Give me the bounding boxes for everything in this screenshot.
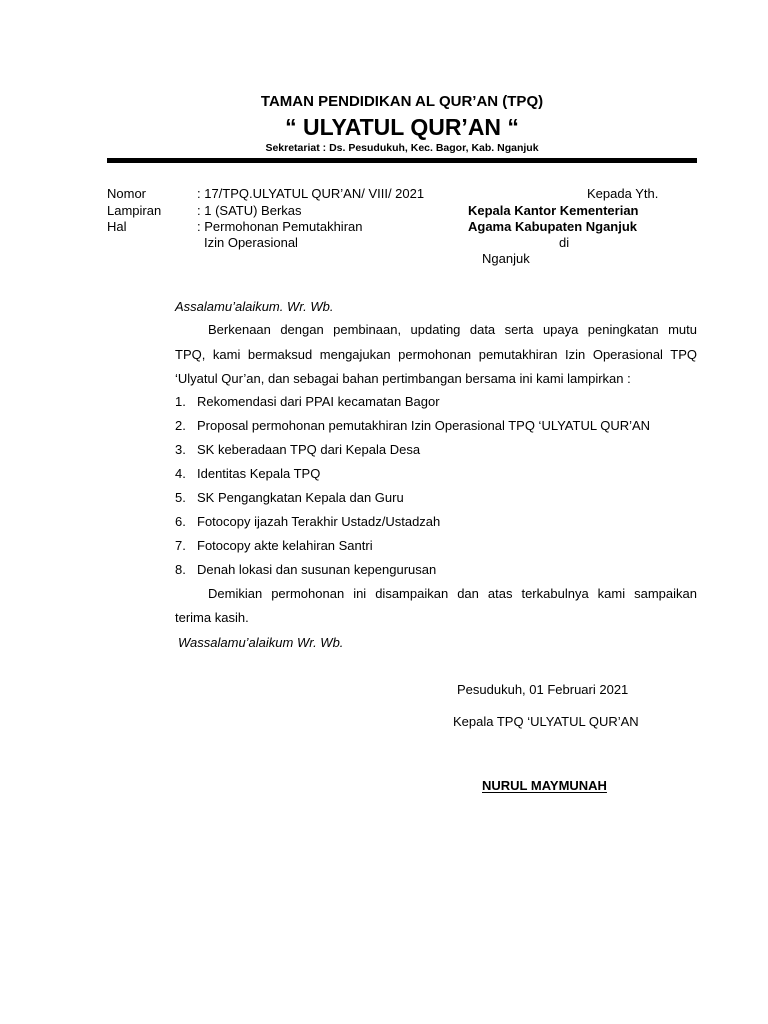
signer-name: NURUL MAYMUNAH <box>482 778 607 793</box>
closing-salutation: Wassalamu’alaikum Wr. Wb. <box>178 635 344 650</box>
list-item: Proposal permohonan pemutakhiran Izin Operasional TPQ ‘ULYATUL QUR’AN <box>197 418 651 433</box>
header-divider <box>107 158 697 163</box>
number-label: Nomor <box>107 186 147 201</box>
recipient-line1: Kepala Kantor Kementerian <box>468 203 639 218</box>
recipient-place: Nganjuk <box>482 251 530 266</box>
list-item-number: 2. <box>175 418 186 433</box>
signer-position: Kepala TPQ ‘ULYATUL QUR’AN <box>453 714 639 729</box>
attachment-label: Lampiran <box>107 203 162 218</box>
attachment-value: : 1 (SATU) Berkas <box>197 203 302 218</box>
opening-salutation: Assalamu’alaikum. Wr. Wb. <box>175 299 334 314</box>
list-item: Fotocopy ijazah Terakhir Ustadz/Ustadzah <box>197 514 441 529</box>
list-item-number: 6. <box>175 514 186 529</box>
list-item-number: 1. <box>175 394 186 409</box>
subject-value-line2: Izin Operasional <box>204 235 298 250</box>
list-item-number: 4. <box>175 466 186 481</box>
place-date: Pesudukuh, 01 Februari 2021 <box>457 682 629 697</box>
list-item: SK Pengangkatan Kepala dan Guru <box>197 490 404 505</box>
list-item: Rekomendasi dari PPAI kecamatan Bagor <box>197 394 440 409</box>
recipient-at: di <box>559 235 570 250</box>
opening-paragraph-line: TPQ, kami bermaksud mengajukan permohonan pemutakhiran Izin Operasional TPQ <box>175 347 697 362</box>
list-item: Identitas Kepala TPQ <box>197 466 321 481</box>
list-item: Fotocopy akte kelahiran Santri <box>197 538 373 553</box>
number-value: : 17/TPQ.ULYATUL QUR’AN/ VIII/ 2021 <box>197 186 425 201</box>
list-item-number: 7. <box>175 538 186 553</box>
opening-paragraph-line: ‘Ulyatul Qur’an, dan sebagai bahan pertimbangan bersama ini kami lampirkan : <box>175 371 631 386</box>
list-item: SK keberadaan TPQ dari Kepala Desa <box>197 442 421 457</box>
subject-value-line1: : Permohonan Pemutakhiran <box>197 219 363 234</box>
recipient-greeting: Kepada Yth. <box>587 186 659 201</box>
list-item: Denah lokasi dan susunan kepengurusan <box>197 562 437 577</box>
institution-name: “ ULYATUL QUR’AN “ <box>285 114 519 140</box>
list-item-number: 3. <box>175 442 186 457</box>
opening-paragraph-line: Berkenaan dengan pembinaan, updating data serta upaya peningkatan mutu <box>208 322 697 337</box>
institution-title: TAMAN PENDIDIKAN AL QUR’AN (TPQ) <box>260 93 544 110</box>
recipient-line2: Agama Kabupaten Nganjuk <box>468 219 638 234</box>
subject-label: Hal <box>107 219 127 234</box>
list-item-number: 5. <box>175 490 186 505</box>
list-item-number: 8. <box>175 562 186 577</box>
closing-paragraph-line: Demikian permohonan ini disampaikan dan atas terkabulnya kami sampaikan <box>208 586 697 601</box>
closing-paragraph-line: terima kasih. <box>175 610 249 625</box>
institution-address: Sekretariat : Ds. Pesudukuh, Kec. Bagor, Kab. Nganjuk <box>265 142 539 154</box>
